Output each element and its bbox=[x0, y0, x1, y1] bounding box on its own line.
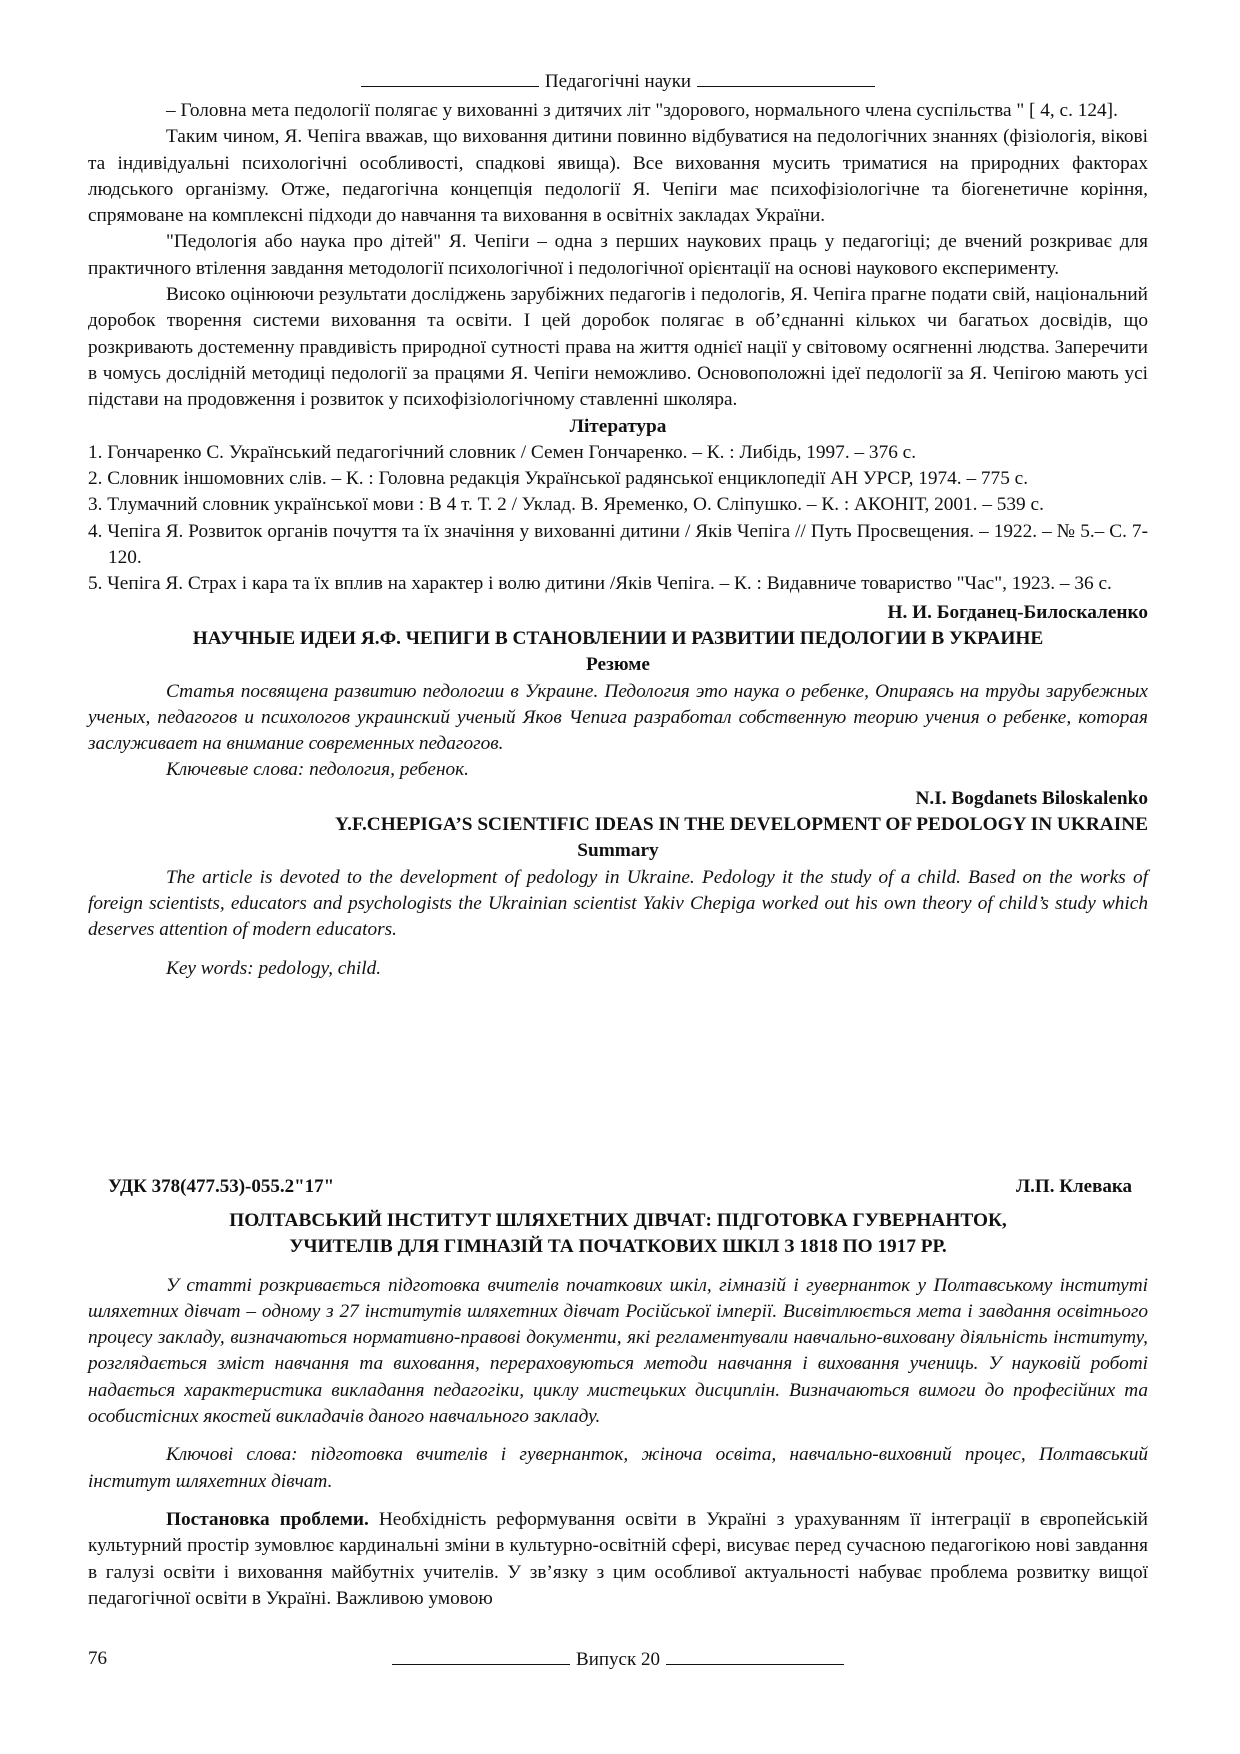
reference-item: 3. Тлумачний словник української мови : В 4 т. Т. 2 / Уклад. В. Яременко, О. Сліпушко. – К. : АКОНІТ, 2001. – 539 с. bbox=[88, 494, 1044, 516]
en-summary-text: The article is devoted to the development of pedology in Ukraine. Pedology it the study of a child. Based on the works of foreign scientists, educators and psychologists the Ukrainian scientist Yakiv Chepiga worked out his own theory of child’s study which deserves attention of modern educators. bbox=[88, 866, 1148, 941]
article2-title bbox=[88, 1208, 1148, 1261]
problem-text: Необхідність реформування освіти в Україні з урахуванням її інтеграції в європейській культурний простір зумовлює кардинальні зміни в культурно-освітній сфері, висуває перед сучасною педагогікою нові завдання в галузі освіти і виховання майбутніх учителів. У зв’язку з цим особливої актуальності набуває проблема розвитку вищої педагогічної освіти в Україні. Важливою умовою bbox=[88, 1508, 1148, 1609]
issue-label: Випуск 20 bbox=[576, 1649, 660, 1670]
en-heading: Summary bbox=[577, 840, 659, 862]
references-heading: Література bbox=[569, 415, 667, 437]
udk-code: УДК 378(477.53)-055.2"17" bbox=[108, 1176, 335, 1197]
reference-item: 4. Чепіга Я. Розвиток органів почуття та їх значіння у вихованні дитини / Яків Чепіга // Путь Просвещения. – 1922. – № 5.– С. 7-120. bbox=[88, 520, 1148, 569]
en-summary bbox=[88, 786, 1148, 982]
paragraph: "Педологія або наука про дітей" Я. Чепіги – одна з перших наукових праць у педагогіці; де вчений розкриває для практичного втілення завдання методології психологічної і педологічної орієнтації на основі наукового експерименту. bbox=[88, 231, 1148, 279]
paragraph: – Головна мета педології полягає у вихованні з дитячих літ "здорового, нормального члена суспільства " [ 4, с. 124]. bbox=[166, 100, 1118, 121]
article2 bbox=[88, 1176, 1148, 1612]
ru-summary bbox=[88, 600, 1148, 784]
en-keywords: Key words: pedology, child. bbox=[166, 957, 382, 979]
ru-title: НАУЧНЫЕ ИДЕИ Я.Ф. ЧЕПИГИ В СТАНОВЛЕНИИ И РАЗВИТИИ ПЕДОЛОГИИ В УКРАИНЕ bbox=[192, 627, 1044, 649]
article2-title-line2: УЧИТЕЛІВ ДЛЯ ГІМНАЗІЙ ТА ПОЧАТКОВИХ ШКІЛ З 1818 ПО 1917 РР. bbox=[289, 1236, 947, 1258]
en-author: N.I. Bogdanets Biloskalenko bbox=[915, 787, 1148, 809]
page-footer bbox=[88, 1648, 1148, 1671]
paragraph: Високо оцінюючи результати досліджень зарубіжних педагогів і педологів, Я. Чепіга прагне подати свій, національний доробок творення системи виховання та освіти. І цей доробок полягає в об’єднанні кількох чи багатьох досвідів, що розкривають достеменну правдивість природної сутності права на життя однієї нації у світовому осягненні людства. Заперечити в чомусь дослідній методиці педології за працями Я. Чепіги неможливо. Основоположні ідеї педології за Я. Чепігою мають усі підстави на продовження і розвиток у психофізіологічному ставленні школяра. bbox=[88, 284, 1148, 411]
header-rule-right bbox=[697, 70, 875, 87]
ru-keywords: Ключевые слова: педология, ребенок. bbox=[166, 759, 470, 781]
references-list bbox=[88, 440, 1148, 598]
running-title: Педагогічні науки bbox=[544, 71, 692, 92]
udk-author-row bbox=[88, 1176, 1148, 1198]
ru-summary-text: Статья посвящена развитию педологии в Украине. Педология это наука о ребенке, Опираясь на труды зарубежных ученых, педагогов и психологов украинский ученый Яков Чепига разработал собственную теорию учения о ребенке, которая заслуживает на внимание современных педагогов. bbox=[88, 680, 1148, 755]
article2-title-line1: ПОЛТАВСЬКИЙ ІНСТИТУТ ШЛЯХЕТНИХ ДІВЧАТ: ПІДГОТОВКА ГУВЕРНАНТОК, bbox=[229, 1210, 1007, 1231]
problem-label: Постановка проблеми. bbox=[166, 1508, 369, 1530]
ru-heading: Резюме bbox=[585, 654, 650, 676]
page-number: 76 bbox=[88, 1648, 107, 1669]
en-title: Y.F.CHEPIGA’S SCIENTIFIC IDEAS IN THE DEVELOPMENT OF PEDOLOGY IN UKRAINE bbox=[335, 814, 1148, 836]
running-header bbox=[88, 70, 1148, 93]
article2-keywords: Ключові слова: підготовка вчителів і гувернанток, жіноча освіта, навчально-виховний процес, Полтавський інститут шляхетних дівчат. bbox=[88, 1444, 1148, 1492]
reference-item: 5. Чепіга Я. Страх і кара та їх вплив на характер і волю дитини /Яків Чепіга. – К. : Видавниче товариство "Час", 1923. – 36 с. bbox=[88, 573, 1112, 595]
problem-statement bbox=[88, 1507, 1148, 1612]
footer-rule-right bbox=[666, 1648, 844, 1665]
reference-item: 2. Словник іншомовних слів. – К. : Головна редакція Української радянської енциклопедії АН УРСР, 1974. – 775 с. bbox=[88, 468, 1029, 490]
article2-abstract: У статті розкривається підготовка вчителів початкових шкіл, гімназій і гувернанток у Полтавському інституті шляхетних дівчат – одному з 27 інститутів шляхетних дівчат Російської імперії. Висвітлюється мета і завдання освітнього процесу закладу, визначаються нормативно-правові документи, які регламентували навчально-виховану діяльність інституту, розглядається зміст навчання та виховання, перераховуються методи навчання і виховання учениць. У науковій роботі надається характеристика викладання педагогіки, циклу мистецьких дисциплін. Визначаються вимоги до професійних та особистісних якостей викладачів даного навчального закладу. bbox=[88, 1274, 1148, 1428]
header-rule-left bbox=[361, 70, 539, 87]
paragraph: Таким чином, Я. Чепіга вважав, що виховання дитини повинно відбуватися на педологічних знаннях (фізіологія, вікові та індивідуальні психологічні особливості, спадкові явища). Все виховання мусить триматися на природних факторах людського організму. Отже, педагогічна концепція педології Я. Чепіги має психофізіологічне та біогенетичне коріння, спрямоване на комплексні підходи до навчання та виховання в освітніх закладах України. bbox=[88, 126, 1148, 227]
article1-body bbox=[88, 98, 1148, 982]
ru-author: Н. И. Богданец-Билоскаленко bbox=[887, 601, 1148, 623]
reference-item: 1. Гончаренко С. Український педагогічний словник / Семен Гончаренко. – К. : Либідь, 1997. – 376 с. bbox=[88, 441, 917, 463]
footer-rule-left bbox=[392, 1648, 570, 1665]
article2-author: Л.П. Клевака bbox=[1016, 1176, 1132, 1197]
